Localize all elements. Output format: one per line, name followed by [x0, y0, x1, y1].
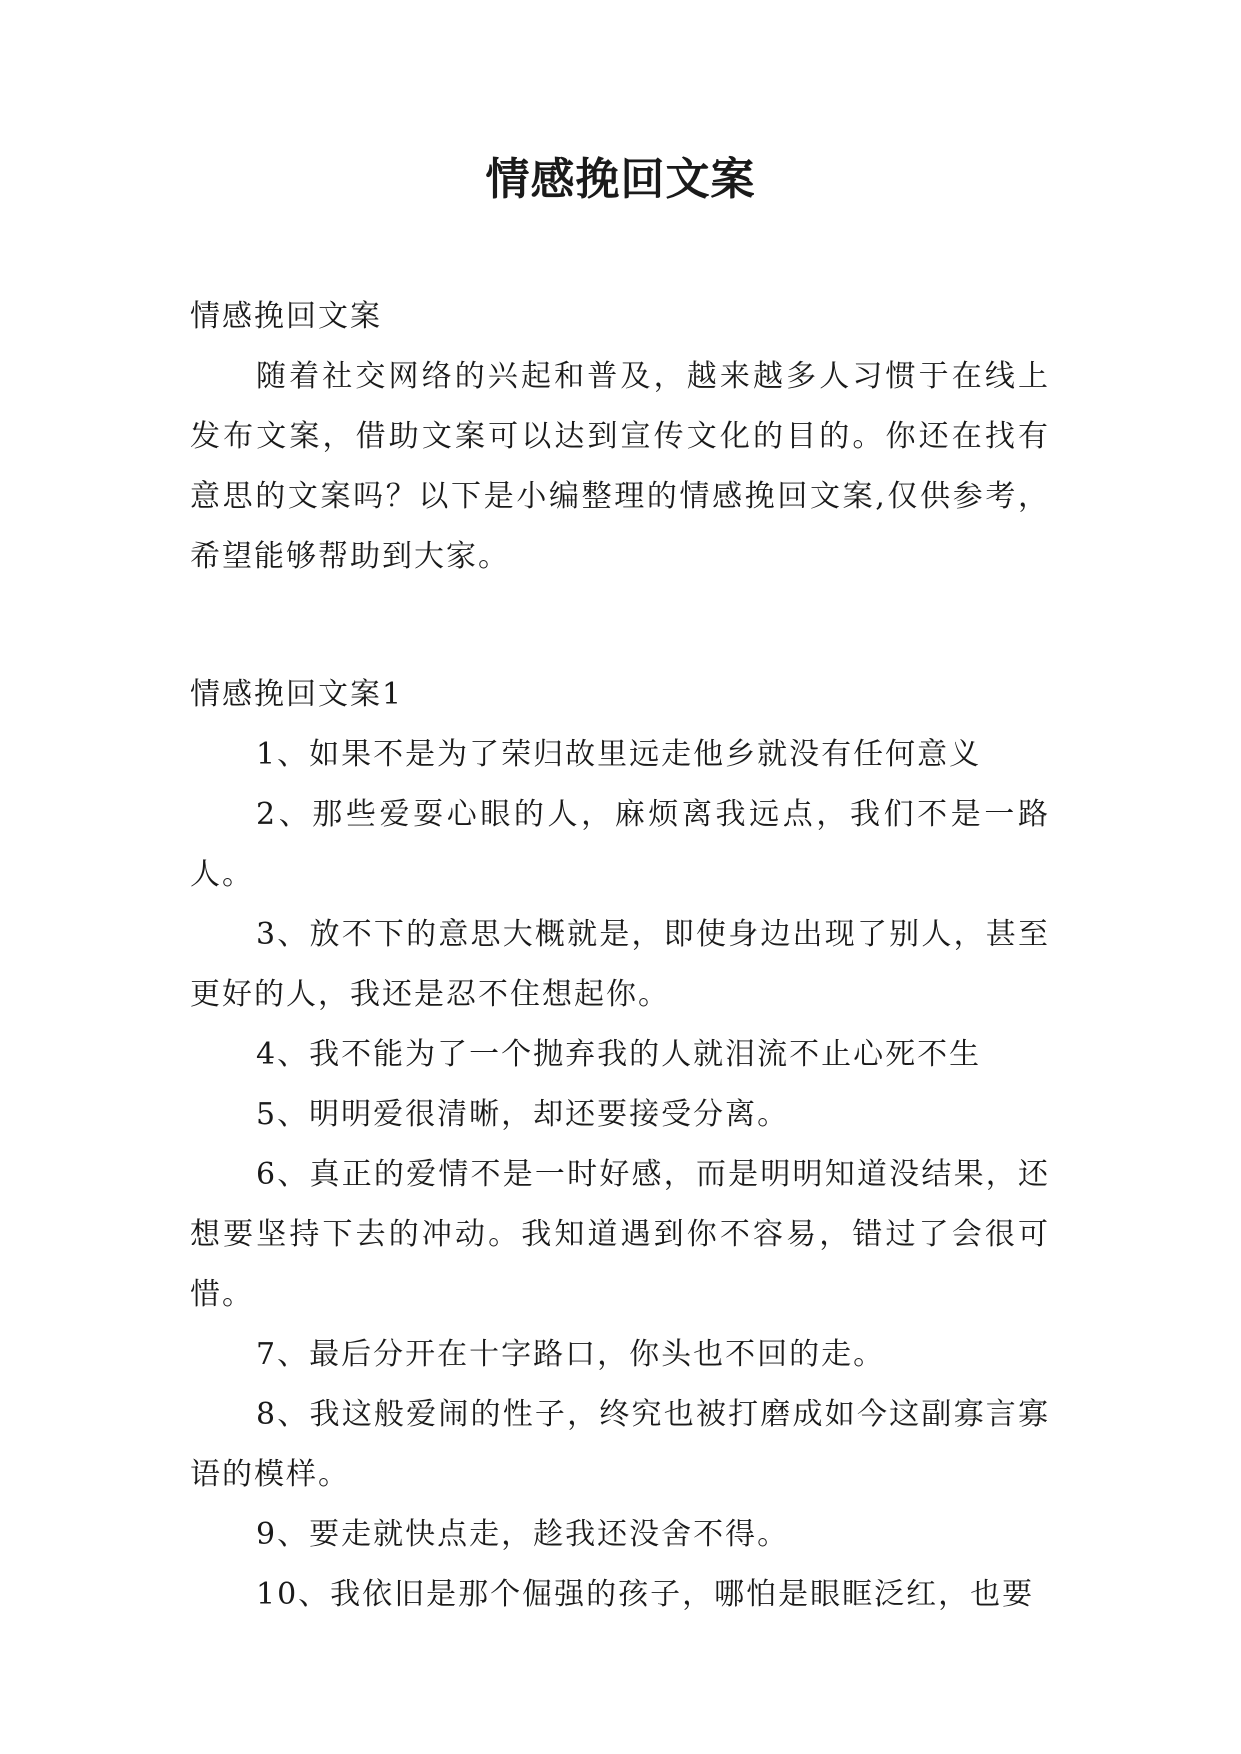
list-item: 8、我这般爱闹的性子，终究也被打磨成如今这副寡言寡语的模样。	[190, 1397, 1050, 1492]
subtitle: 情感挽回文案	[190, 299, 382, 334]
list-item: 7、最后分开在十字路口，你头也不回的走。	[256, 1337, 886, 1372]
list-item: 2、那些爱耍心眼的人，麻烦离我远点，我们不是一路人。	[190, 797, 1050, 892]
list-item: 3、放不下的意思大概就是，即使身边出现了别人，甚至更好的人，我还是忍不住想起你。	[190, 917, 1050, 1012]
list-item: 10、我依旧是那个倔强的孩子，哪怕是眼眶泛红，也要	[256, 1577, 1035, 1612]
list-item: 5、明明爱很清晰，却还要接受分离。	[256, 1097, 790, 1132]
section-heading: 情感挽回文案1	[190, 677, 404, 712]
document-body	[190, 287, 1050, 1625]
document-title: 情感挽回文案	[485, 154, 756, 205]
intro-paragraph: 随着社交网络的兴起和普及，越来越多人习惯于在线上发布文案，借助文案可以达到宣传文化的目的。你还在找有意思的文案吗？以下是小编整理的情感挽回文案,仅供参考，希望能够帮助到大家。	[190, 359, 1050, 574]
list-item: 4、我不能为了一个抛弃我的人就泪流不止心死不生	[256, 1037, 982, 1072]
section-spacer	[190, 587, 1050, 665]
list-item: 9、要走就快点走，趁我还没舍不得。	[256, 1517, 790, 1552]
list-item: 6、真正的爱情不是一时好感，而是明明知道没结果，还想要坚持下去的冲动。我知道遇到你不容易，错过了会很可惜。	[190, 1157, 1050, 1312]
list-item: 1、如果不是为了荣归故里远走他乡就没有任何意义	[256, 737, 982, 772]
